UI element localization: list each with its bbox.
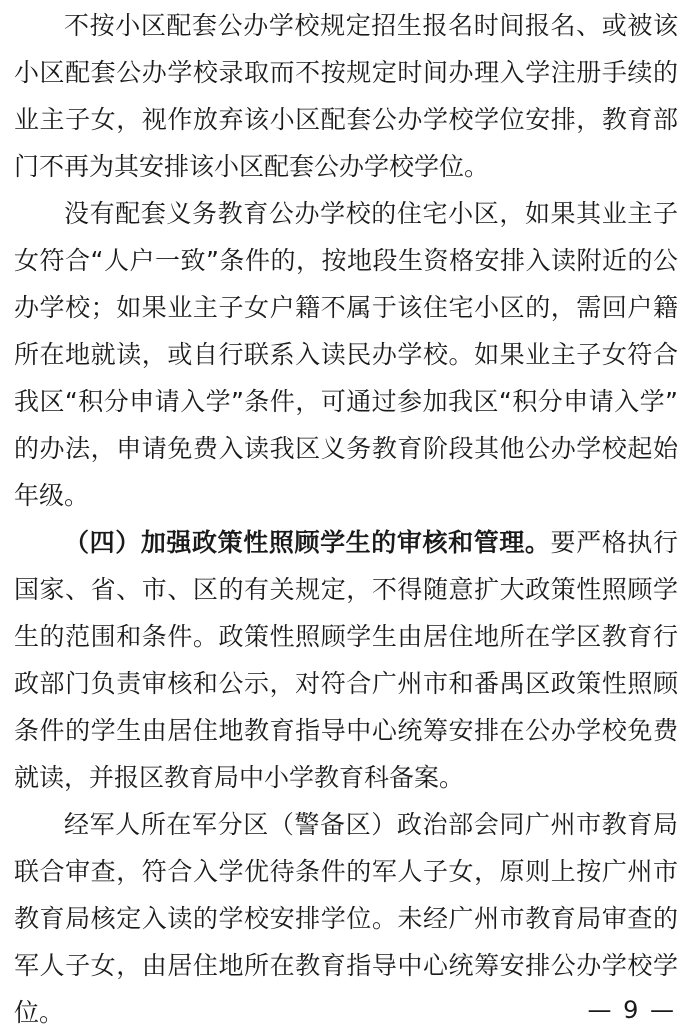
paragraph-1-line-4: 门不再为其安排该小区配套公办学校学位。 (14, 152, 490, 181)
paragraph-4-line-1: 经军人所在军分区（警备区）政治部会同广州市教育局 (64, 810, 678, 839)
section-heading: （四）加强政策性照顾学生的审核和管理。 (64, 528, 551, 557)
paragraph-3-line-1 (14, 525, 678, 561)
paragraph-2-line-4: 所在地就读，或自行联系入读民办学校。如果业主子女符合 (14, 340, 678, 369)
paragraph-3-line-3: 生的范围和条件。政策性照顾学生由居住地所在学区教育行 (14, 622, 678, 651)
paragraph-1-line-1: 不按小区配套公办学校规定招生报名时间报名、或被该 (64, 11, 678, 40)
paragraph-4-line-5: 位。 (14, 998, 65, 1027)
page-number: — 9 — (587, 996, 676, 1024)
paragraph-1-line-3: 业主子女，视作放弃该小区配套公办学校学位安排，教育部 (14, 105, 678, 134)
paragraph-2-line-6: 的办法，申请免费入读我区义务教育阶段其他公办学校起始 (14, 434, 678, 463)
paragraph-3-line-1-rest: 要严格执行 (550, 528, 678, 557)
paragraph-2-line-7: 年级。 (14, 481, 90, 510)
paragraph-4-line-3: 教育局核定入读的学校安排学位。未经广州市教育局审查的 (14, 904, 678, 933)
paragraph-2-line-5: 我区“积分申请入学”条件，可通过参加我区“积分申请入学” (14, 387, 678, 416)
paragraph-3-line-6: 就读，并报区教育局中小学教育科备案。 (14, 763, 465, 792)
paragraph-3-line-4: 政部门负责审核和公示，对符合广州市和番禺区政策性照顾 (14, 669, 678, 698)
paragraph-2-line-3: 办学校；如果业主子女户籍不属于该住宅小区的，需回户籍 (14, 293, 678, 322)
paragraph-1-line-2: 小区配套公办学校录取而不按规定时间办理入学注册手续的 (14, 58, 678, 87)
paragraph-3-line-2: 国家、省、市、区的有关规定，不得随意扩大政策性照顾学 (14, 575, 678, 604)
paragraph-2-line-1: 没有配套义务教育公办学校的住宅小区，如果其业主子 (64, 199, 678, 228)
paragraph-4-line-4: 军人子女，由居住地所在教育指导中心统筹安排公办学校学 (14, 951, 678, 980)
paragraph-4-line-2: 联合审查，符合入学优待条件的军人子女，原则上按广州市 (14, 857, 678, 886)
paragraph-3-line-5: 条件的学生由居住地教育指导中心统筹安排在公办学校免费 (14, 716, 678, 745)
paragraph-2-line-2: 女符合“人户一致”条件的，按地段生资格安排入读附近的公 (14, 246, 678, 275)
